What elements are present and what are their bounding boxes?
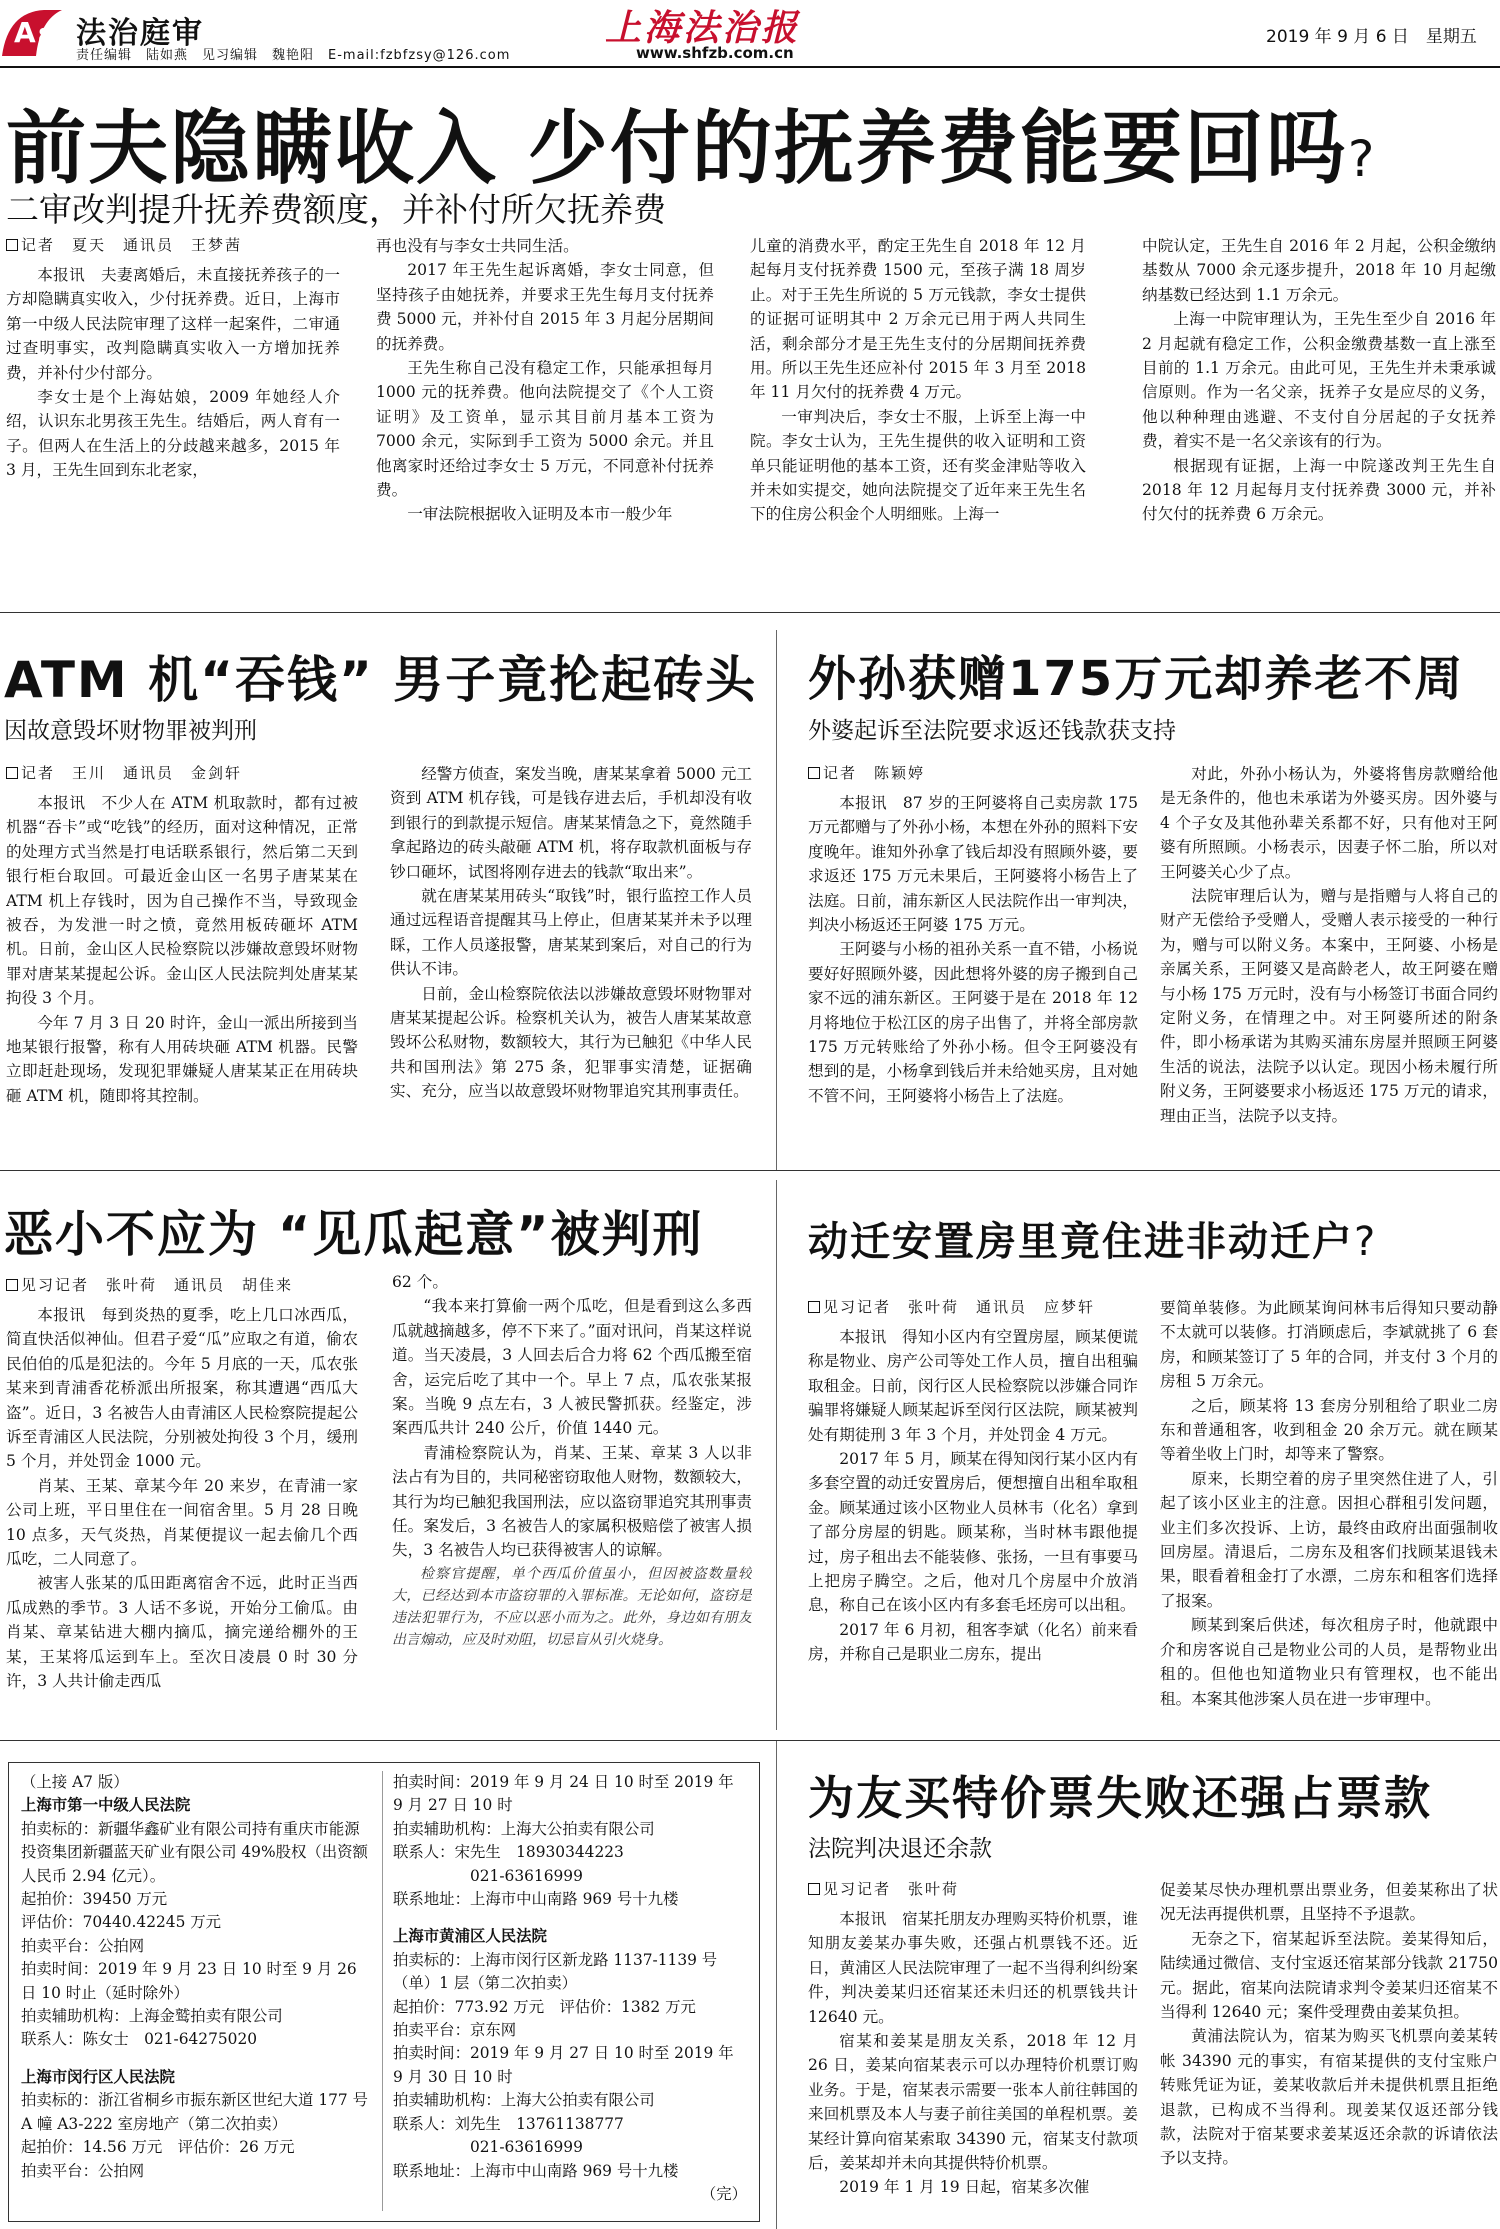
auction-end-mark: （完） <box>700 2184 747 2203</box>
section-title: 法治庭审 <box>76 16 204 51</box>
article-subtitle-1: 二审改判提升抚养费额度，并补付所欠抚养费 <box>6 190 666 229</box>
byline-box <box>6 239 18 251</box>
byline: 记者 王川 通讯员 金剑轩 <box>21 764 243 782</box>
column-divider <box>776 630 777 1170</box>
paragraph: 本报讯 每到炎热的夏季，吃上几口冰西瓜，简直快活似神仙。但君子爱“瓜”应取之有道，偷农民伯伯的瓜是犯法的。今年 5 月底的一天，瓜农张某来到青浦香花桥派出所报案，称其遭遇“西瓜大盗”。近日，3 名被告人由青浦区人民检察院提起公诉至青浦区人民法院，分别被处拘役 3 个月，缓刑 5 个月，并处罚金 1000 元。 <box>6 1306 358 1471</box>
auction-line: 起拍价：14.56 万元 评估价：26 万元 <box>21 2138 295 2157</box>
section-divider <box>0 1170 1500 1171</box>
website: www.shfzb.com.cn <box>636 44 794 62</box>
article-headline-1 <box>6 84 1376 199</box>
paragraph: 促姜某尽快办理机票出票业务，但姜某称出了状况无法再提供机票，且坚持不予退款。 <box>1160 1881 1498 1924</box>
paragraph: 本报讯 得知小区内有空置房屋，顾某便谎称是物业、房产公司等处工作人员，擅自出租骗取租金。日前，闵行区人民检察院以涉嫌合同诈骗罪将嫌疑人顾某起诉至闵行区法院，顾某被判处有期徒刑 3 年 3 个月，并处罚金 4 万元。 <box>808 1328 1138 1444</box>
auction-line: 拍卖标的：新疆华鑫矿业有限公司持有重庆市能源投资集团新疆蓝天矿业有限公司 49%股权（出资额人民币 2.94 亿元）。 <box>21 1819 368 1885</box>
byline-box <box>808 1301 820 1313</box>
auction-line: 拍卖标的：上海市闵行区新龙路 1137-1139 号（单）1 层（第二次拍卖） <box>393 1950 718 1993</box>
article-headline-3: 外孙获赠175万元却养老不周 <box>808 651 1465 707</box>
byline: 见习记者 张叶荷 <box>823 1880 960 1898</box>
auction-line: 拍卖辅助机构：上海大公拍卖有限公司 <box>393 1819 655 1838</box>
header-rule <box>0 66 1500 68</box>
auction-divider <box>382 1771 383 2211</box>
paragraph: 无奈之下，宿某起诉至法院。姜某得知后，陆续通过微信、支付宝返还宿某部分钱款 21750 元。据此，宿某向法院请求判令姜某归还宿某不当得利 12640 元；案件受理费由姜某负担。 <box>1160 1929 1498 2022</box>
paragraph: 2017 年 5 月，顾某在得知闵行某小区内有多套空置的动迁安置房后，便想擅自出租牟取租金。顾某通过该小区物业人员林韦（化名）拿到了部分房屋的钥匙。顾某称，当时林韦跟他提过，房子租出去不能装修、张扬，一旦有事要马上把房子腾空。之后，他对几个房屋中介放消息，称自己在该小区内有多套毛坯房可以出租。 <box>808 1450 1138 1615</box>
paragraph: 青浦检察院认为，肖某、王某、章某 3 人以非法占有为目的，共同秘密窃取他人财物，数额较大，其行为均已触犯我国刑法，应以盗窃罪追究其刑事责任。案发后，3 名被告人的家属积极赔偿了被害人损失，3 名被告人均已获得被害人的谅解。 <box>392 1443 752 1560</box>
paragraph: 中院认定，王先生自 2016 年 2 月起，公积金缴纳基数从 7000 余元逐步提升，2018 年 10 月起缴纳基数已经达到 1.1 万余元。 <box>1142 237 1496 304</box>
paragraph: 一审法院根据收入证明及本市一般少年 <box>407 505 673 524</box>
article-headline-4: 恶小不应为 “见瓜起意”被判刑 <box>4 1206 704 1263</box>
paragraph: 黄浦法院认为，宿某为购买飞机票向姜某转帐 34390 元的事实，有宿某提供的支付宝账户转账凭证为证，姜某收款后并未提供机票且拒绝退款，已构成不当得利。现姜某仅返还部分钱款，法院对于宿某要求姜某返还余款的诉请依法予以支持。 <box>1160 2027 1498 2168</box>
auction-line: 起拍价：773.92 万元 评估价：1382 万元 <box>393 1997 696 2016</box>
paragraph: 日前，金山检察院依法以涉嫌故意毁坏财物罪对唐某某提起公诉。检察机关认为，被告人唐某某故意毁坏公私财物，数额较大，其行为已触犯《中华人民共和国刑法》第 275 条，犯罪事实清楚，证据确实、充分，应当以故意毁坏财物罪追究其刑事责任。 <box>390 984 752 1101</box>
paragraph: 就在唐某某用砖头“取钱”时，银行监控工作人员通过远程语音提醒其马上停止，但唐某某并未予以理睬，工作人员遂报警，唐某某到案后，对自己的行为供认不讳。 <box>390 887 752 979</box>
auction-line: 拍卖平台：公拍网 <box>21 1936 145 1955</box>
paragraph: 顾某到案后供述，每次租房子时，他就跟中介和房客说自己是物业公司的人员，是帮物业出租的。但他也知道物业只有管理权，也不能出租。本案其他涉案人员在进一步审理中。 <box>1160 1616 1498 1708</box>
section-divider <box>0 1740 1500 1741</box>
auction-line: 拍卖标的：浙江省桐乡市振东新区世纪大道 177 号 A 幢 A3-222 室房地产（第二次拍卖） <box>21 2091 368 2133</box>
headline-text: 动迁安置房里竟住进非动迁户 <box>808 1219 1354 1265</box>
auction-line: 拍卖时间：2019 年 9 月 24 日 10 时至 2019 年 9 月 27 日 10 时 <box>393 1773 734 1815</box>
article-headline-5 <box>808 1210 1377 1267</box>
auction-notice-box <box>8 1762 760 2222</box>
headline-text: 前夫隐瞒收入 少付的抚养费能要回吗 <box>6 102 1348 195</box>
paragraph: 一审判决后，李女士不服，上诉至上海一中院。李女士认为，王先生提供的收入证明和工资单只能证明他的基本工资，还有奖金津贴等收入并未如实提交，她向法院提交了近年来王先生名下的住房公积金个人明细账。上海一 <box>750 407 1086 524</box>
auction-line: 021-63616999 <box>393 1866 583 1885</box>
paragraph: 本报讯 宿某托朋友办理购买特价机票，谁知朋友姜某办事失败，还强占机票钱不还。近日，黄浦区人民法院审理了一起不当得利纠纷案件，判决姜某归还宿某还未归还的机票钱共计 12640 元。 <box>808 1910 1138 2026</box>
paragraph: 被害人张某的瓜田距离宿舍不远，此时正当西瓜成熟的季节。3 人话不多说，开始分工偷瓜。由肖某、章某钻进大棚内摘瓜，摘完递给棚外的王某，王某将瓜运到车上。至次日凌晨 0 时 30 分许，3 人共计偷走西瓜 <box>6 1574 358 1691</box>
section-divider <box>0 612 1500 613</box>
auction-line: 拍卖时间：2019 年 9 月 27 日 10 时至 2019 年 9 月 30 日 10 时 <box>393 2044 734 2086</box>
auction-line: 拍卖平台：公拍网 <box>21 2161 145 2180</box>
auction-line: 联系人：陈女士 021-64275020 <box>21 2030 258 2049</box>
auction-line: 拍卖平台：京东网 <box>393 2021 517 2040</box>
auction-column-1 <box>21 1794 371 2183</box>
auction-line: 拍卖辅助机构：上海大公拍卖有限公司 <box>393 2091 655 2110</box>
auction-line: 联系人：宋先生 18930344223 <box>393 1843 624 1862</box>
paragraph: 王阿婆与小杨的祖孙关系一直不错，小杨说要好好照顾外婆，因此想将外婆的房子搬到自己家不远的浦东新区。王阿婆于是在 2018 年 12 月将地位于松江区的房子出售了，并将全部房款 175 万元转账给了外孙小杨。但令王阿婆没有想到的是，小杨拿到钱后并未给她买房，且对她不管不问，王阿婆将小杨告上了法庭。 <box>808 940 1138 1105</box>
paragraph: 儿童的消费水平，酌定王先生自 2018 年 12 月起每月支付抚养费 1500 元，至孩子满 18 周岁止。对于王先生所说的 5 万元钱款，李女士提供的证据可证明其中 2 万余元已用于两人共同生活，剩余部分才是王先生支付的分居期间抚养费用。所以王先生还应补付 2015 年 3 月至 2018 年 11 月欠付的抚养费 4 万元。 <box>750 237 1086 402</box>
auction-line: 联系人：刘先生 13761138777 <box>393 2114 624 2133</box>
paragraph: 2019 年 1 月 19 日起，宿某多次催 <box>839 2178 1090 2197</box>
auction-line: 评估价：70440.42245 万元 <box>21 1913 222 1932</box>
paragraph: 上海一中院审理认为，王先生至少自 2016 年 2 月起就有稳定工作，公积金缴费基数一直上涨至目前的 1.1 万余元。由此可见，王先生并未秉承诚信原则。作为一名父亲，抚养子女是应尽的义务，他以种种理由逃避、不支付自分居起的子女抚养费，着实不是一名父亲该有的行为。 <box>1142 310 1496 451</box>
byline-box <box>808 767 820 779</box>
paragraph: 再也没有与李女士共同生活。 <box>376 237 579 255</box>
auction-court-name: 上海市黄浦区人民法院 <box>393 1927 547 1946</box>
auction-line: 021-63616999 <box>393 2138 583 2157</box>
auction-note: （上接 A7 版） <box>21 1773 129 1791</box>
paragraph: 本报讯 不少人在 ATM 机取款时，都有过被机器“吞卡”或“吃钱”的经历，面对这种情况，正常的处理方式当然是打电话联系银行，然后第二天到银行柜台取回。可最近金山区一名男子唐某某在 ATM 机上存钱时，因为自己操作不当，导致现金被吞，为发泄一时之愤，竟然用板砖砸坏 ATM 机。日前，金山区人民检察院以涉嫌故意毁坏财物罪对唐某某提起公诉。金山区人民法院判处唐某某拘役 3 个月。 <box>6 794 358 1008</box>
page-number: 8 <box>38 24 52 48</box>
paragraph: 2017 年王先生起诉离婚，李女士同意，但坚持孩子由她抚养，并要求王先生每月支付抚养费 5000 元，并补付自 2015 年 3 月起分居期间的抚养费。 <box>376 261 714 353</box>
auction-line: 联系地址：上海市中山南路 969 号十九楼 <box>393 2161 679 2180</box>
auction-court-name: 上海市第一中级人民法院 <box>21 1796 191 1815</box>
prosecutor-reminder: 检察官提醒，单个西瓜价值虽小，但因被盗数量较大，已经达到本市盗窃罪的入罪标准。无论如何，盗窃是违法犯罪行为，不应以恶小而为之。此外，身边如有朋友出言煽动，应及时劝阻，切忌盲从引火烧身。 <box>392 1565 752 1648</box>
paragraph: 本报讯 87 岁的王阿婆将自己卖房款 175 万元都赠与了外孙小杨，本想在外孙的照料下安度晚年。谁知外孙拿了钱后却没有照顾外婆，要求返还 175 万元未果后，王阿婆将小杨告上了法庭。日前，浦东新区人民法院作出一审判决，判决小杨返还王阿婆 175 万元。 <box>808 794 1138 935</box>
paragraph: 2017 年 6 月初，租客李斌（化名）前来看房，并称自己是职业二房东，提出 <box>808 1620 1138 1664</box>
article-subtitle-6: 法院判决退还余款 <box>808 1836 992 1862</box>
paragraph: 经警方侦查，案发当晚，唐某某拿着 5000 元工资到 ATM 机存钱，可是钱存进去后，手机却没有收到银行的到款提示短信。唐某某情急之下，竟然随手拿起路边的砖头敲砸 ATM 机，将存取款机面板与存钞口砸坏，试图将刚存进去的钱款“取出来”。 <box>390 765 752 881</box>
auction-line: 联系地址：上海市中山南路 969 号十九楼 <box>393 1890 679 1909</box>
byline-box <box>6 767 18 779</box>
article-headline-2: ATM 机“吞钱” 男子竟抡起砖头 <box>4 651 758 709</box>
paper-logo: 上海法治报 <box>605 7 801 49</box>
auction-column-2 <box>393 1771 747 2183</box>
issue-date: 2019 年 9 月 6 日 星期五 <box>1266 27 1477 47</box>
question-mark: ? <box>1354 1219 1378 1265</box>
page-prefix: A <box>14 16 36 49</box>
question-mark: ? <box>1347 130 1377 188</box>
paragraph: 要简单装修。为此顾某询问林韦后得知只要动静不太就可以装修。打消顾虑后，李斌就挑了 6 套房，和顾某签订了 5 年的合同，并支付 3 个月的房租 5 万余元。 <box>1160 1299 1498 1391</box>
byline: 见习记者 张叶荷 通讯员 胡佳来 <box>21 1276 294 1294</box>
paragraph: 对此，外孙小杨认为，外婆将售房款赠给他是无条件的，他也未承诺为外婆买房。因外婆与 4 个子女及其他孙辈关系都不好，只有他对王阿婆有所照顾。小杨表示，因妻子怀二胎，所以对王阿婆关心少了点。 <box>1160 765 1498 881</box>
paragraph: 之后，顾某将 13 套房分别租给了职业二房东和普通租客，收到租金 20 余万元。就在顾某等着坐收上门时，却等来了警察。 <box>1160 1396 1498 1464</box>
paragraph: 今年 7 月 3 日 20 时许，金山一派出所接到当地某银行报警，称有人用砖块砸 ATM 机器。民警立即赶赴现场，发现犯罪嫌疑人唐某某正在用砖块砸 ATM 机，随即将其控制。 <box>6 1013 358 1105</box>
paragraph: 根据现有证据，上海一中院遂改判王先生自 2018 年 12 月起每月支付抚养费 3000 元，并补付欠付的抚养费 6 万余元。 <box>1142 456 1496 524</box>
paragraph: 62 个。 <box>392 1273 448 1291</box>
paragraph: “我本来打算偷一两个瓜吃，但是看到这么多西瓜就越摘越多，停不下来了。”面对讯问，肖某这样说道。当天凌晨，3 人回去后合力将 62 个西瓜搬至宿舍，运完后吃了其中一个。早上 7 点，瓜农张某报案。当晚 9 点左右，3 人被民警抓获。经鉴定，涉案西瓜共计 240 公斤，价值 1440 元。 <box>392 1297 752 1438</box>
paragraph: 法院审理后认为，赠与是指赠与人将自己的财产无偿给予受赠人，受赠人表示接受的一种行为，赠与可以附义务。本案中，王阿婆、小杨是亲属关系，王阿婆又是高龄老人，故王阿婆在赠与小杨 175 万元时，没有与小杨签订书面合同约定附义务，在情理之中。对王阿婆所述的附条件，即小杨承诺为其购买浦东房屋并照顾王阿婆生活的说法，法院予以认定。现因小杨未履行所附义务，王阿婆要求小杨返还 175 万元的请求，理由正当，法院予以支持。 <box>1160 887 1498 1125</box>
paragraph: 肖某、王某、章某今年 20 来岁，在青浦一家公司上班，平日里住在一间宿舍里。5 月 28 日晚 10 点多，天气炎热，肖某便提议一起去偷几个西瓜吃，二人同意了。 <box>6 1476 358 1569</box>
article-subtitle-3: 外婆起诉至法院要求返还钱款获支持 <box>808 718 1176 744</box>
paragraph: 原来，长期空着的房子里突然住进了人，引起了该小区业主的注意。因担心群租引发问题，业主们多次投诉、上访，最终由政府出面强制收回房屋。清退后，二房东及租客们找顾某退钱未果，眼看着租金打了水漂，二房东和租客们选择了报案。 <box>1160 1469 1498 1610</box>
auction-court-name: 上海市闵行区人民法院 <box>21 2067 175 2086</box>
paragraph: 本报讯 夫妻离婚后，未直接抚养孩子的一方却隐瞒真实收入，少付抚养费。近日，上海市第一中级人民法院审理了这样一起案件，二审通过查明事实，改判隐瞒真实收入一方增加抚养费，并补付少付部分。 <box>6 266 340 382</box>
article-subtitle-2: 因故意毁坏财物罪被判刑 <box>4 718 257 744</box>
column-divider <box>776 1740 777 2229</box>
byline-box <box>808 1883 820 1895</box>
paragraph: 王先生称自己没有稳定工作，只能承担每月 1000 元的抚养费。他向法院提交了《个人工资证明》及工资单，显示其目前月基本工资为 7000 余元，实际到手工资为 5000 余元。并且他离家时还给过李女士 5 万元，不同意补付抚养费。 <box>376 359 714 500</box>
article-headline-6: 为友买特价票失败还强占票款 <box>808 1771 1432 1825</box>
editors-line: 责任编辑 陆如燕 见习编辑 魏艳阳 E-mail:fzbfzsy@126.com <box>76 48 511 63</box>
auction-line: 拍卖辅助机构：上海金鹫拍卖有限公司 <box>21 2007 283 2026</box>
byline: 记者 陈颖婷 <box>823 764 926 782</box>
auction-line: 起拍价：39450 万元 <box>21 1890 168 1909</box>
column-divider <box>776 1180 777 1730</box>
byline: 记者 夏天 通讯员 王梦茜 <box>21 236 243 254</box>
page-number-badge <box>0 6 66 60</box>
auction-line: 拍卖时间：2019 年 9 月 23 日 10 时至 9 月 26 日 10 时止（延时除外） <box>21 1960 357 2002</box>
paragraph: 李女士是个上海姑娘，2009 年她经人介绍，认识东北男孩王先生。结婚后，两人育有一子。但两人在生活上的分歧越来越多，2015 年 3 月，王先生回到东北老家， <box>6 388 340 480</box>
byline-box <box>6 1279 18 1291</box>
paragraph: 宿某和姜某是朋友关系，2018 年 12 月 26 日，姜某向宿某表示可以办理特价机票订购业务。于是，宿某表示需要一张本人前往韩国的来回机票及本人与妻子前往美国的单程机票。姜某经计算向宿某索取 34390 元，宿某支付款项后，姜某却并未向其提供特价机票。 <box>808 2032 1138 2173</box>
byline: 见习记者 张叶荷 通讯员 应梦轩 <box>823 1298 1096 1316</box>
